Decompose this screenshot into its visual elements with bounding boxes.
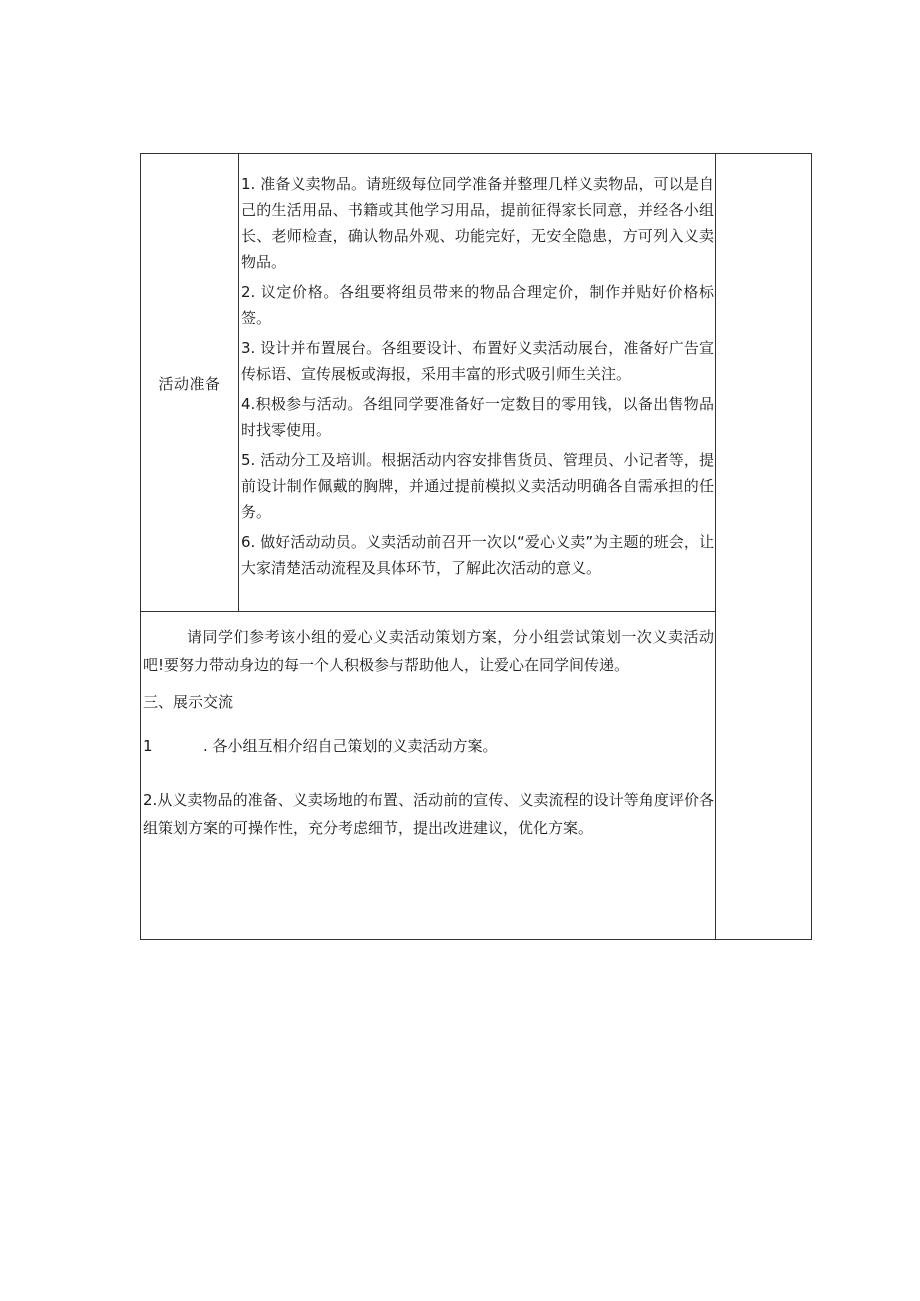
column-divider-label [238, 154, 239, 612]
item-number: 1 [143, 737, 153, 755]
section-title: 三、展示交流 [143, 693, 234, 711]
prep-item: 4.积极参与活动。各组同学要准备好一定数目的零用钱，以备出售物品时找零使用。 [241, 395, 714, 439]
prep-item: 3. 设计并布置展台。各组要设计、布置好义卖活动展台，准备好广告宣传标语、宣传展板或海报，采用丰富的形式吸引师生关注。 [241, 339, 714, 383]
prep-item: 5. 活动分工及培训。根据活动内容安排售货员、管理员、小记者等，提前设计制作佩戴的胸牌，并通过提前模拟义卖活动明确各自需承担的任务。 [241, 451, 714, 521]
exchange-item-1 [143, 732, 714, 760]
exchange-item-2: 2.从义卖物品的准备、义卖场地的布置、活动前的宣传、义卖流程的设计等角度评价各组策划方案的可操作性，充分考虑细节，提出改进建议，优化方案。 [143, 791, 714, 837]
lower-cell-content [143, 615, 714, 842]
preparation-list [241, 171, 714, 585]
intro-paragraph: 请同学们参考该小组的爱心义卖活动策划方案，分小组尝试策划一次义卖活动吧!要努力带动身边的每一个人积极参与帮助他人，让爱心在同学间传递。 [143, 628, 714, 674]
prep-item: 6. 做好活动动员。义卖活动前召开一次以“爱心义卖”为主题的班会，让大家清楚活动流程及具体环节，了解此次活动的意义。 [241, 533, 714, 577]
row-label-preparation: 活动准备 [158, 374, 221, 393]
prep-item: 1. 准备义卖物品。请班级每位同学准备并整理几样义卖物品，可以是自己的生活用品、书籍或其他学习用品，提前征得家长同意，并经各小组长、老师检查，确认物品外观、功能完好，无安全隐患，方可列入义卖物品。 [241, 175, 714, 271]
column-divider-notes [715, 154, 716, 939]
prep-item: 2. 议定价格。各组要将组员带来的物品合理定价，制作并贴好价格标签。 [241, 283, 714, 327]
item-text: . 各小组互相介绍自己策划的义卖活动方案。 [203, 737, 498, 755]
